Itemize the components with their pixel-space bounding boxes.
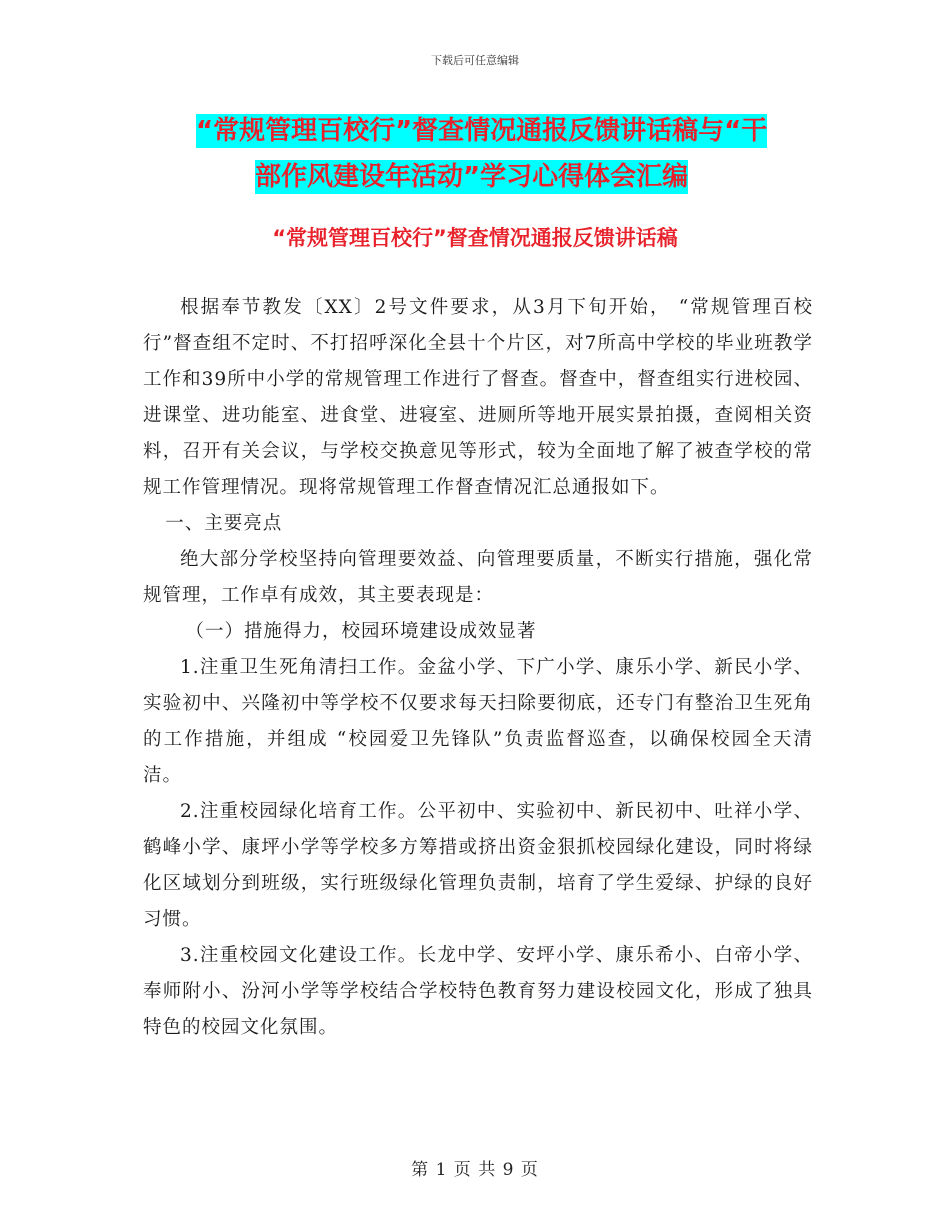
paragraph-item-2: 2.注重校园绿化培育工作。公平初中、实验初中、新民初中、吐祥小学、鹤峰小学、康坪小学等学校多方筹措或挤出资金狠抓校园绿化建设，同时将绿化区域划分到班级，实行班级绿化管理负责制，培育了学生爱绿、护绿的良好习惯。 <box>143 801 813 930</box>
document-title <box>140 108 830 200</box>
section-title: “常规管理百校行”督查情况通报反馈讲话稿 <box>272 226 678 250</box>
paragraph-item-3: 3.注重校园文化建设工作。长龙中学、安坪小学、康乐希小、白帝小学、奉师附小、汾河小学等学校结合学校特色教育努力建设校园文化，形成了独具特色的校园文化氛围。 <box>143 945 813 1038</box>
title-line-1 <box>140 108 830 154</box>
heading-highlights: 一、主要亮点 <box>165 513 283 534</box>
page-header-note: 下载后可任意编辑 <box>431 54 519 67</box>
title-line-2 <box>140 154 830 200</box>
paragraph-summary: 绝大部分学校坚持向管理要效益、向管理要质量，不断实行措施，强化常规管理，工作卓有成效，其主要表现是： <box>143 549 813 606</box>
document-body <box>143 290 813 1046</box>
page-number: 第 1 页 共 9 页 <box>411 1160 539 1180</box>
paragraph-intro: 根据奉节教发〔XX〕2号文件要求，从3月下旬开始， “常规管理百校行”督查组不定时、不打招呼深化全县十个片区，对7所高中学校的毕业班教学工作和39所中小学的常规管理工作进行了督查。督查中，督查组实行进校园、进课堂、进功能室、进食堂、进寝室、进厕所等地开展实景拍摄，查阅相关资料，召开有关会议，与学校交换意见等形式，较为全面地了解了被查学校的常规工作管理情况。现将常规管理工作督查情况汇总通报如下。 <box>143 297 813 498</box>
paragraph-item-1: 1.注重卫生死角清扫工作。金盆小学、下广小学、康乐小学、新民小学、实验初中、兴隆初中等学校不仅要求每天扫除要彻底，还专门有整治卫生死角的工作措施，并组成 “校园爱卫先锋队”负责监督巡查，以确保校园全天清洁。 <box>143 657 813 786</box>
subheading-measures: （一）措施得力，校园环境建设成效显著 <box>185 621 537 642</box>
title-line-1-text: “常规管理百校行”督查情况通报反馈讲话稿与“干 <box>196 116 768 146</box>
title-line-2-text: 部作风建设年活动”学习心得体会汇编 <box>255 162 689 192</box>
